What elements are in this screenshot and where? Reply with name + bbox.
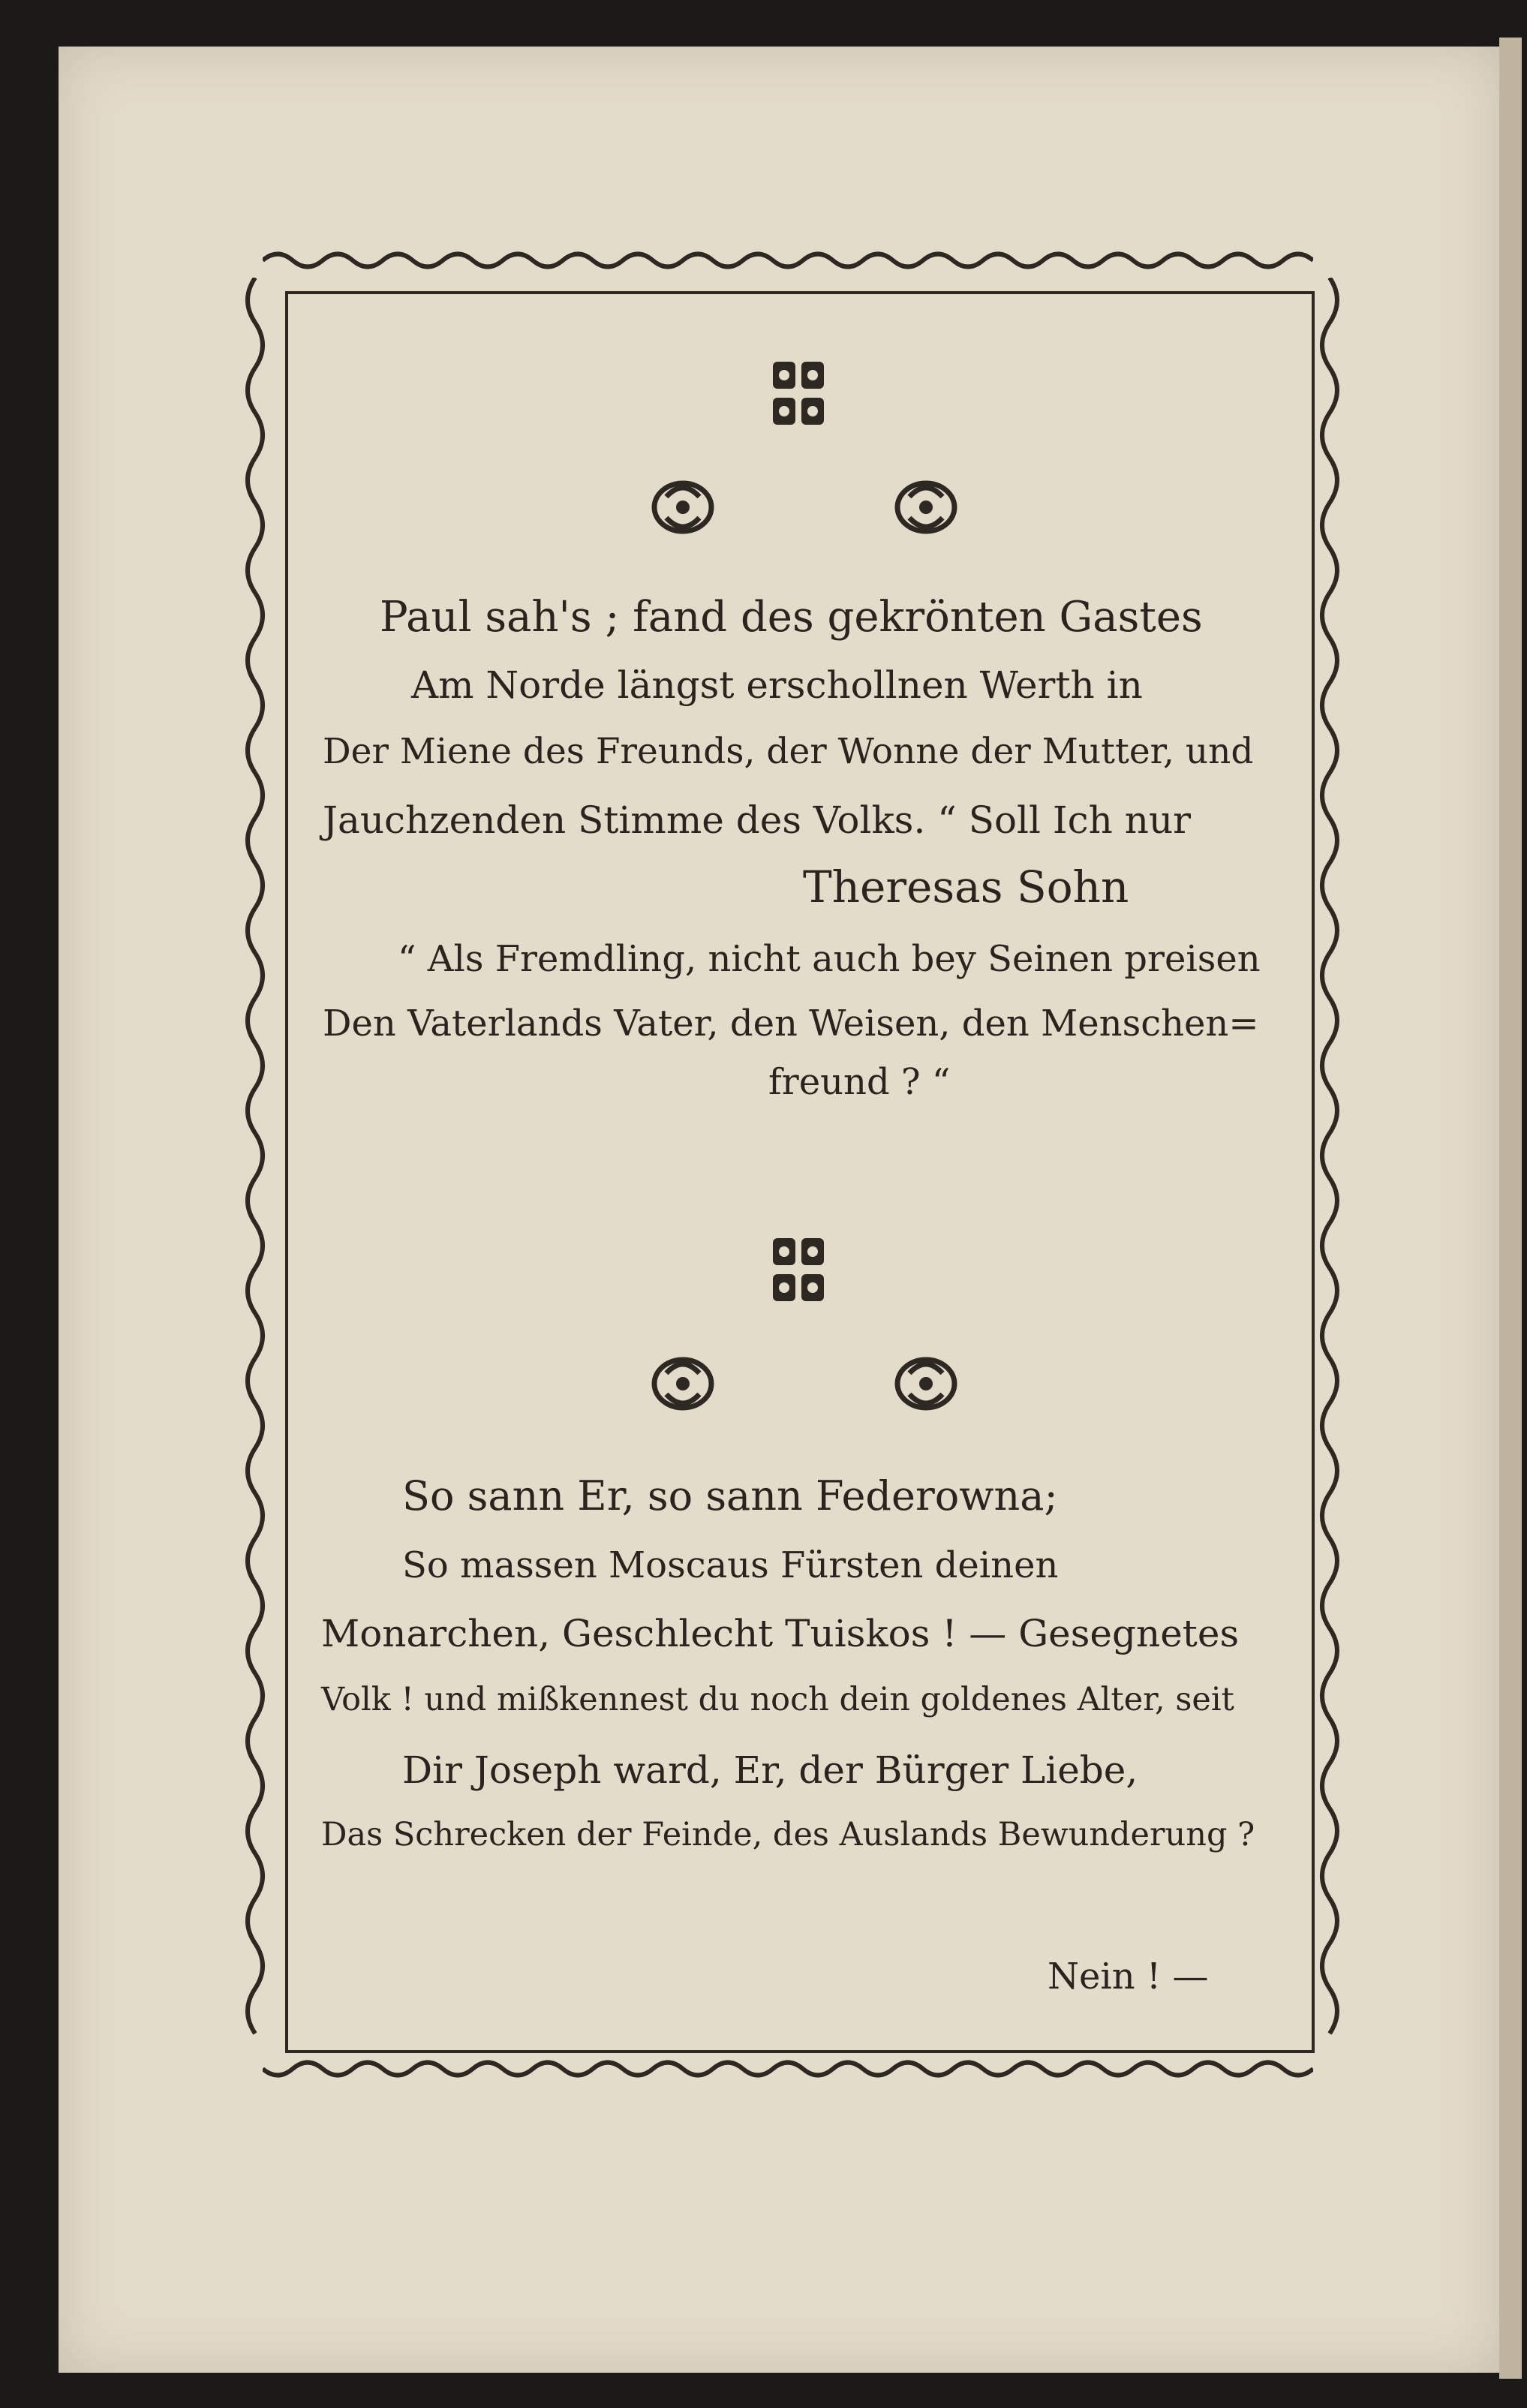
chain-border-right-icon <box>1315 278 1345 2049</box>
flower-ornament-right-icon <box>887 471 965 543</box>
poem-line-ending: Nein ! — <box>1048 1956 1209 1998</box>
next-page-edge <box>1499 38 1522 2379</box>
poem-line: Das Schrecken der Feinde, des Auslands Bewunderung ? <box>321 1816 1255 1853</box>
flower-ornament-right-icon <box>887 1348 965 1420</box>
poem-line: freund ? “ <box>768 1061 951 1103</box>
poem-line: Volk ! und mißkennest du noch dein goldenes Alter, seit <box>321 1681 1234 1718</box>
chain-border-top-icon <box>263 248 1313 273</box>
flower-ornament-left-icon <box>644 1348 722 1420</box>
poem-line-name: Theresas Sohn <box>803 861 1129 912</box>
fleuron-ornament-icon <box>768 357 828 432</box>
chain-border-bottom-icon <box>263 2056 1313 2082</box>
poem-line: “ Als Fremdling, nicht auch bey Seinen preisen <box>398 938 1261 980</box>
poem-line: So sann Er, so sann Federowna; <box>402 1472 1058 1520</box>
poem-line: Dir Joseph ward, Er, der Bürger Liebe, <box>402 1748 1138 1792</box>
poem-line: So massen Moscaus Fürsten deinen <box>402 1544 1059 1586</box>
flower-ornament-left-icon <box>644 471 722 543</box>
poem-line: Am Norde längst erschollnen Werth in <box>411 663 1143 707</box>
poem-line: Jauchzenden Stimme des Volks. “ Soll Ich nur <box>323 798 1192 842</box>
chain-border-left-icon <box>240 278 270 2049</box>
poem-line: Der Miene des Freunds, der Wonne der Mutter, und <box>323 731 1254 772</box>
poem-line: Den Vaterlands Vater, den Weisen, den Menschen= <box>323 1003 1259 1045</box>
fleuron-ornament-icon <box>768 1234 828 1309</box>
poem-line: Monarchen, Geschlecht Tuiskos ! — Gesegnetes <box>321 1612 1240 1655</box>
poem-line: Paul sah's ; fand des gekrönten Gastes <box>380 593 1203 642</box>
